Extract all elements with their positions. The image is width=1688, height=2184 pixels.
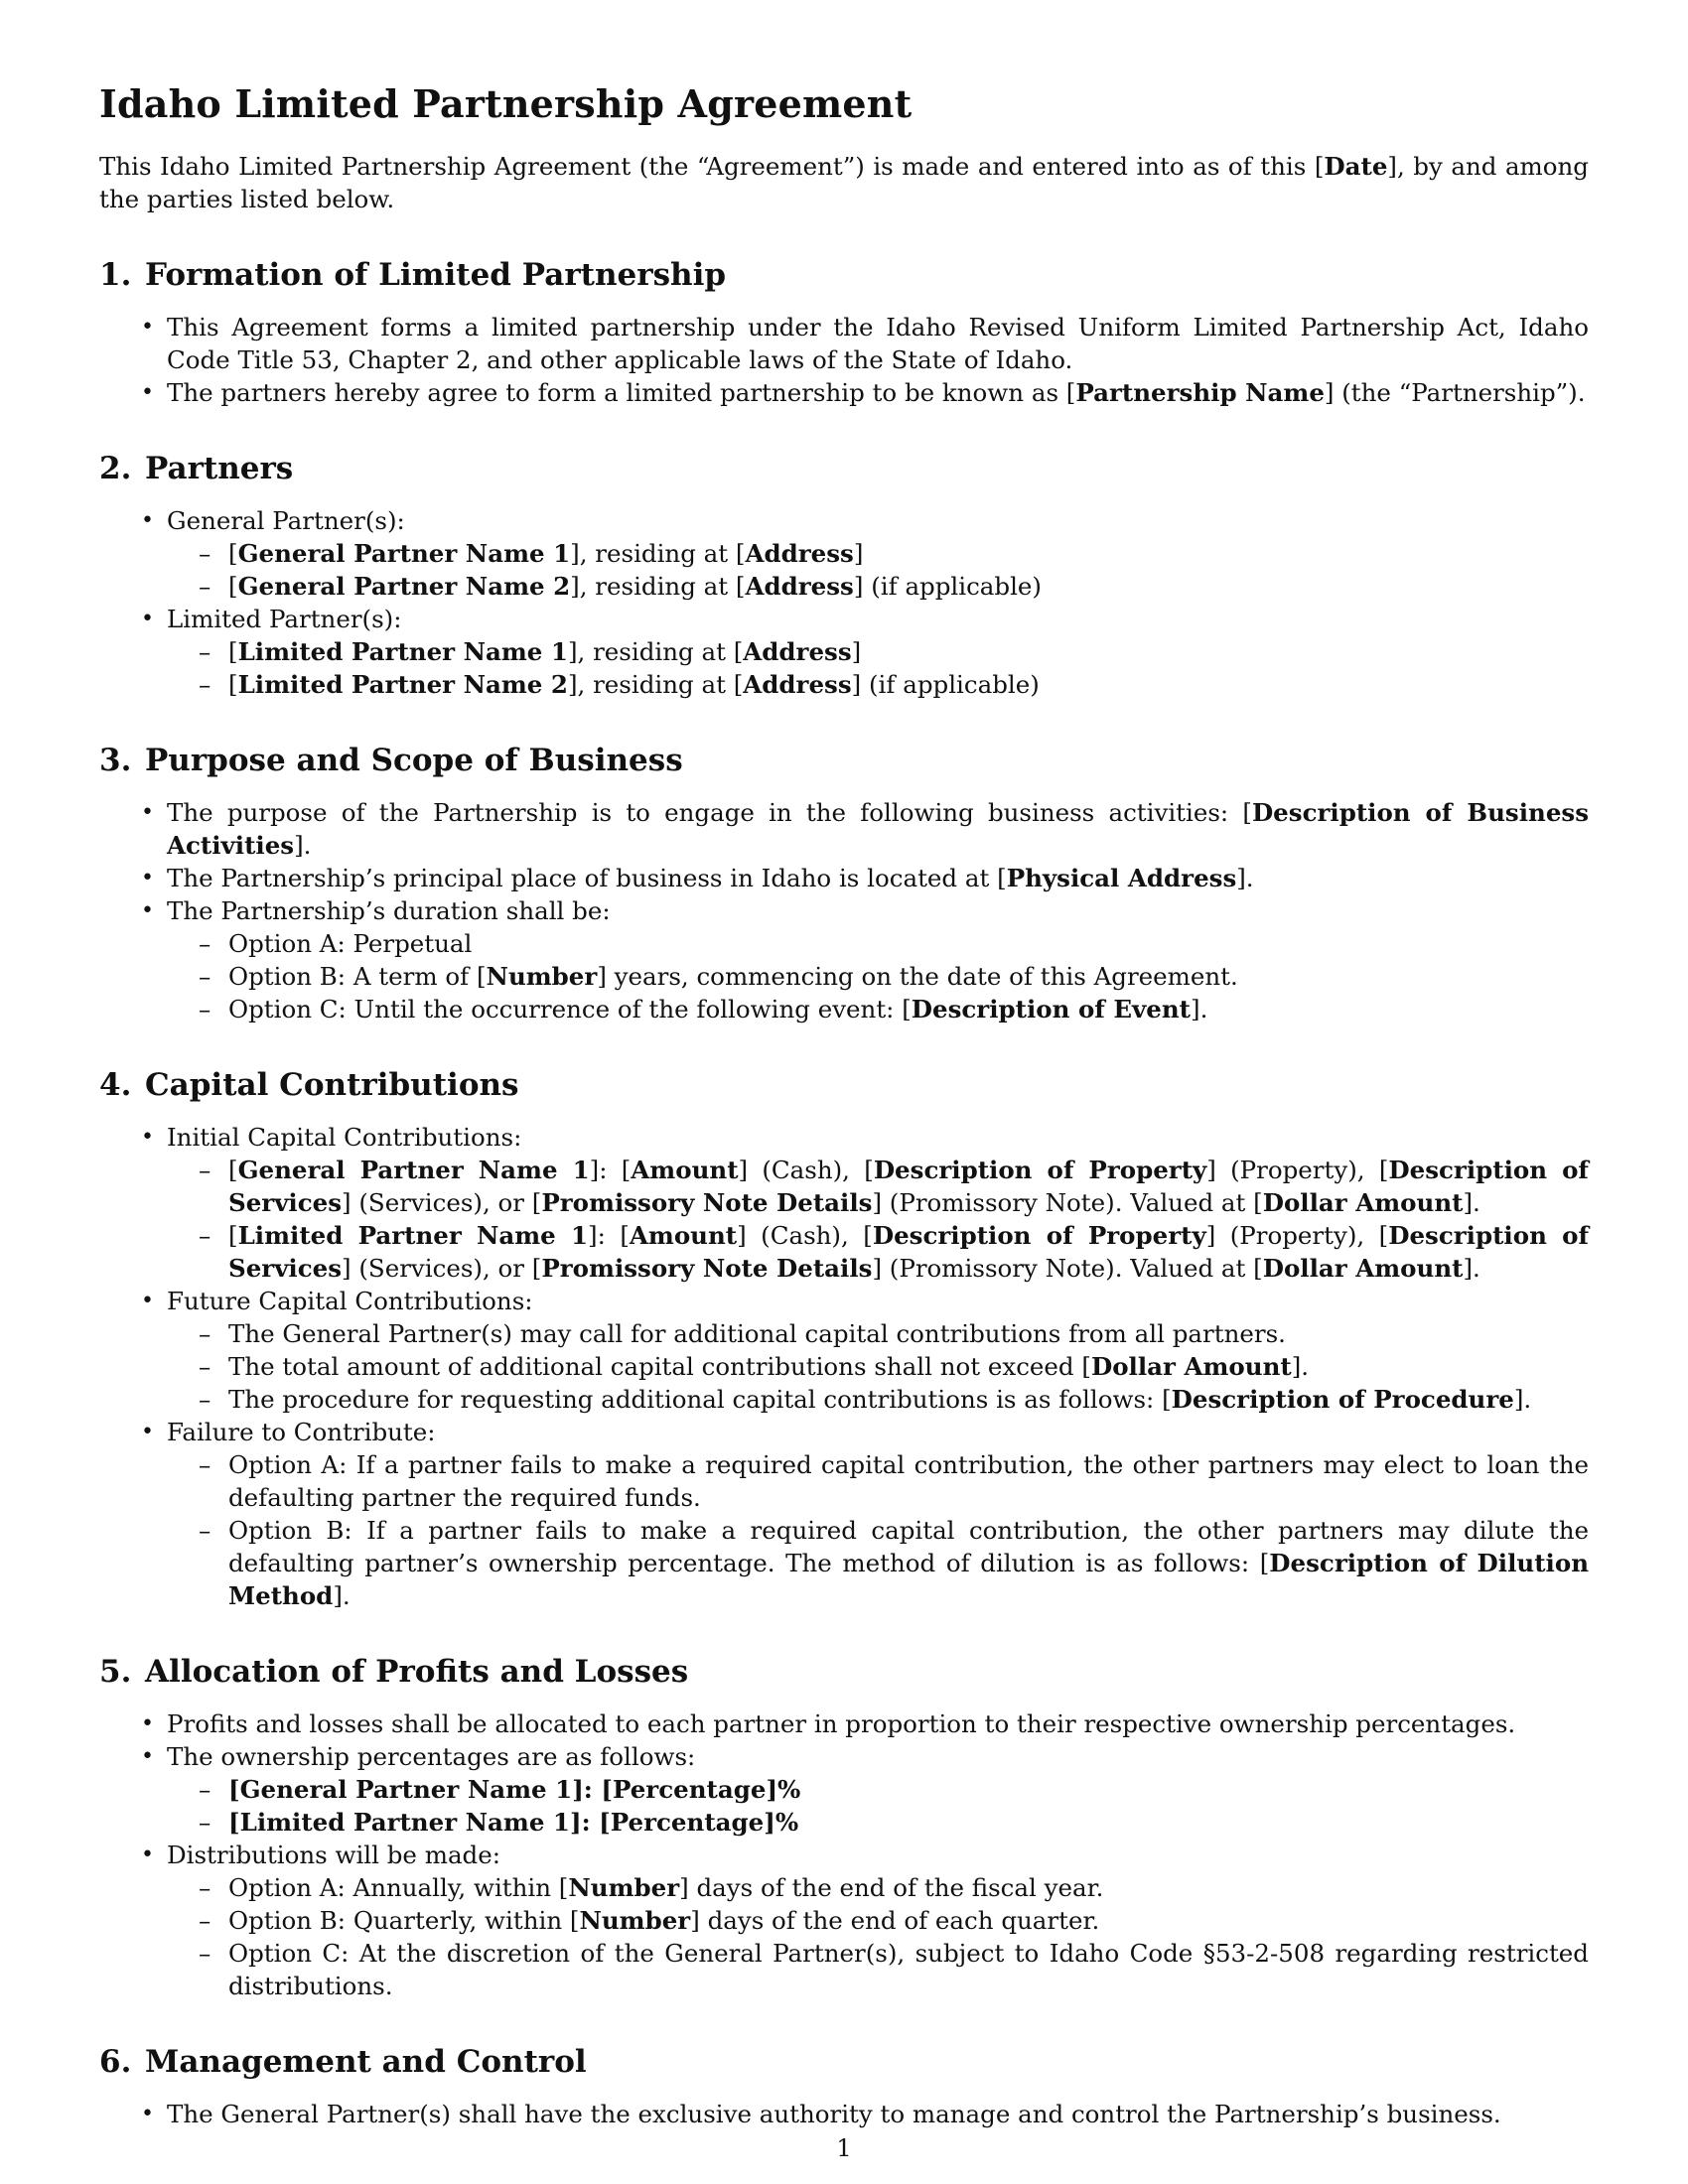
sublist-item [167,960,1589,993]
sublist-item: – The total amount of additional capital contributions shall not exceed [Dollar Amount]. [199,1352,1310,1381]
dollar-placeholder: Dollar Amount [1090,1352,1292,1381]
section-title: Partners [145,451,294,486]
section-1-list [99,311,1589,409]
list-item-text: This Agreement forms a limited partnership under the Idaho Revised Uniform Limited Partnership Act, Idaho Code Title 53, Chapter 2, and other applicable laws of the State of Idaho. [167,313,1589,374]
list-item-text: The ownership percentages are as follows: [167,1742,696,1771]
bullet-icon: • [141,800,154,825]
list-item [99,894,1589,1025]
lp1-name-placeholder: Limited Partner Name 1 [237,1221,589,1250]
sublist [167,1317,1589,1416]
list-item [99,2098,1589,2130]
property-placeholder: Description of Property [872,1221,1206,1250]
section-number: 5. [99,1654,132,1690]
bullet-icon: • [141,380,154,405]
list-item-text: Initial Capital Contributions: [167,1123,522,1152]
list-item [99,1707,1589,1740]
sublist-item: – [Limited Partner Name 1], residing at [Address] [199,637,862,666]
list-item: • The purpose of the Partnership is to engage in the following business activities: [Description of Business Activities]. [141,798,1589,860]
section-2-list [99,504,1589,701]
bullet-icon: • [141,1744,154,1769]
promissory-placeholder: Promissory Note Details [541,1254,873,1283]
sublist-item: – [Limited Partner Name 1]: [Amount] (Cash), [Description of Property] (Property), [Description of Services] (Services), or [Promissory Note Details] (Promissory Note). Valued at [Dollar Amount]. [199,1221,1589,1283]
address-placeholder: Address [743,637,852,666]
list-item-text: ] (Property), [ [1206,1156,1389,1184]
date-placeholder: Date [1324,152,1388,181]
sublist-item [167,1904,1589,1937]
gp1-name-placeholder: General Partner Name 1 [237,539,571,568]
list-item-text: Option A: Perpetual [228,929,473,958]
dash-icon: – [199,572,211,601]
list-item-text: The procedure for requesting additional capital contributions is as follows: [ [228,1385,1172,1414]
dash-icon: – [199,1352,211,1381]
promissory-placeholder: Promissory Note Details [541,1188,873,1217]
partnership-name-placeholder: Partnership Name [1075,378,1325,407]
list-item [99,1416,1589,1612]
list-item-text: ], residing at [ [567,637,744,666]
section-title: Capital Contributions [145,1067,519,1103]
section-3-heading [99,743,1589,778]
list-item-text: Profits and losses shall be allocated to each partner in proportion to their respective ownership percentages. [167,1709,1516,1738]
section-4-list [99,1121,1589,1612]
dash-icon: – [199,1873,211,1902]
percentage-placeholder: Percentage [612,1775,767,1804]
bullet-icon: • [141,1420,154,1444]
property-placeholder: Description of Property [873,1156,1207,1184]
section-5-list [99,1707,1589,2002]
bullet-icon: • [141,2102,154,2126]
section-title: Formation of Limited Partnership [145,257,727,293]
section-title: Management and Control [145,2044,587,2080]
section-number: 3. [99,743,132,778]
procedure-placeholder: Description of Procedure [1171,1385,1514,1414]
list-item [99,504,1589,603]
dash-icon: – [199,1516,211,1545]
list-item-text: ] days of the end of each quarter. [690,1906,1100,1935]
sublist [167,1773,1589,1839]
list-item-text: The Partnership’s duration shall be: [167,896,611,925]
list-item [99,1740,1589,1839]
list-item-text: ] (Property), [ [1205,1221,1389,1250]
bullet-icon: • [141,898,154,923]
list-item-text: The total amount of additional capital contributions shall not exceed [ [228,1352,1091,1381]
list-item-text: ], residing at [ [570,572,746,601]
list-item [99,376,1589,409]
physical-address-placeholder: Physical Address [1006,864,1237,892]
section-title: Purpose and Scope of Business [145,743,683,778]
intro-text: This Idaho Limited Partnership Agreement (the “Agreement”) is made and entered into as of this [ [99,152,1325,181]
gp2-name-placeholder: General Partner Name 2 [237,572,571,601]
dash-icon: – [199,1156,211,1184]
amount-placeholder: Amount [629,1221,738,1250]
dash-icon: – [199,1450,211,1479]
number-placeholder: Number [486,962,598,991]
dash-icon: – [199,1775,211,1804]
dash-icon: – [199,1385,211,1414]
lp1-name-placeholder: Limited Partner Name 1 [239,1808,570,1837]
list-item-text: ] (Cash), [ [738,1156,874,1184]
section-5-heading [99,1654,1589,1690]
list-item-text: ] (Services), or [ [342,1254,542,1283]
bullet-icon: • [141,1289,154,1313]
dash-icon: – [199,929,211,958]
sublist [167,927,1589,1025]
services-placeholder: Description of Services [228,1156,1589,1217]
dash-icon: – [199,1221,211,1250]
section-4-heading [99,1067,1589,1103]
list-item-text: Distributions will be made: [167,1841,500,1869]
sublist-item [167,1317,1589,1350]
percentage-placeholder: Percentage [610,1808,765,1837]
sublist-item: – The procedure for requesting additional capital contributions is as follows: [Description of Procedure]. [199,1385,1532,1414]
bullet-icon: • [141,866,154,890]
list-item-text: Option A: If a partner fails to make a required capital contribution, the other partners may elect to loan the defaulting partner the required funds. [228,1450,1589,1512]
sublist-item: – [General Partner Name 2], residing at [Address] (if applicable) [199,572,1042,601]
dash-icon: – [199,637,211,666]
section-6-heading [99,2044,1589,2080]
dash-icon: – [199,670,211,699]
amount-placeholder: Amount [631,1156,739,1184]
dash-icon: – [199,1808,211,1837]
list-item-text: ] (Promissory Note). Valued at [ [872,1188,1263,1217]
list-item-text: ] (Services), or [ [342,1188,542,1217]
list-item-text: Option B: Quarterly, within [ [228,1906,580,1935]
dash-icon: – [199,539,211,568]
list-item-text: ], residing at [ [570,539,746,568]
list-item-text: ] (the “Partnership”). [1324,378,1586,407]
document-page [99,81,1589,2172]
dollar-placeholder: Dollar Amount [1262,1188,1464,1217]
bullet-icon: • [141,1843,154,1867]
event-placeholder: Description of Event [911,995,1192,1024]
document-title: Idaho Limited Partnership Agreement [99,81,913,126]
list-item-text: The partners hereby agree to form a limited partnership to be known as [ [167,378,1076,407]
section-number: 4. [99,1067,132,1103]
section-number: 1. [99,257,132,293]
sublist-item [167,1937,1589,2002]
list-item-text: Option A: Annually, within [ [228,1873,569,1902]
bullet-icon: • [141,1125,154,1150]
sublist-item: – Option C: Until the occurrence of the following event: [Description of Event]. [199,995,1208,1024]
gp1-name-placeholder: General Partner Name 1 [237,1156,590,1184]
dash-icon: – [199,962,211,991]
bullet-icon: • [141,508,154,533]
dash-icon: – [199,1939,211,1968]
dash-icon: – [199,1906,211,1935]
dilution-method-placeholder: Description of Dilution Method [228,1549,1590,1610]
intro-text-end: ], by and among the parties listed below. [99,152,1589,213]
number-placeholder: Number [579,1906,691,1935]
lp2-name-placeholder: Limited Partner Name 2 [237,670,568,699]
address-placeholder: Address [743,670,852,699]
sublist-item: – [Limited Partner Name 2], residing at [Address] (if applicable) [199,670,1040,699]
list-item-text: Future Capital Contributions: [167,1287,533,1315]
sublist-item: – [General Partner Name 1], residing at [Address] [199,539,864,568]
bullet-icon: • [141,607,154,631]
list-item-text: ] years, commencing on the date of this Agreement. [597,962,1238,991]
dash-icon: – [199,1319,211,1348]
list-item [99,1839,1589,2002]
list-item-text: Option B: If a partner fails to make a required capital contribution, the other partners may dilute the defaulting partner’s ownership percentage. The method of dilution is as follows: [ [228,1516,1589,1577]
sublist [167,1154,1589,1285]
section-1-heading [99,257,1589,293]
sublist [167,1448,1589,1612]
dash-icon: – [199,995,211,1024]
list-item-text: ] days of the end of the fiscal year. [679,1873,1104,1902]
list-item-text: Option C: Until the occurrence of the following event: [ [228,995,912,1024]
section-title: Allocation of Profits and Losses [145,1654,689,1690]
bullet-icon: • [141,315,154,340]
list-item-text: ] (if applicable) [851,670,1040,699]
list-item [99,1285,1589,1416]
list-item-text: Limited Partner(s): [167,605,402,633]
list-item-text: Failure to Contribute: [167,1418,436,1446]
business-activities-placeholder: Description of Business Activities [167,798,1589,860]
list-item-text: General Partner(s): [167,506,405,535]
section-3-list [99,796,1589,1025]
list-item-text: The General Partner(s) shall have the exclusive authority to manage and control the Partnership’s business. [167,2100,1501,2128]
sublist-item [167,927,1589,960]
sublist-item: – [General Partner Name 1]: [Amount] (Cash), [Description of Property] (Property), [Description of Services] (Services), or [Promissory Note Details] (Promissory Note). Valued at [Dollar Amount]. [199,1156,1589,1217]
list-item [99,1121,1589,1285]
list-item-text: The Partnership’s principal place of business in Idaho is located at [ [167,864,1007,892]
dollar-placeholder: Dollar Amount [1262,1254,1464,1283]
intro-paragraph [99,150,1589,215]
sublist-item [167,1871,1589,1904]
section-number: 6. [99,2044,132,2080]
section-2-heading [99,451,1589,486]
sublist [167,635,1589,701]
sublist-item: – Option B: If a partner fails to make a required capital contribution, the other partners may dilute the defaulting partner’s ownership percentage. The method of dilution is as follows: [Description of Dilution Method]. [199,1516,1590,1610]
list-item-text: ], residing at [ [567,670,744,699]
list-item [99,311,1589,376]
sublist [167,537,1589,603]
services-placeholder: Description of Services [228,1221,1589,1283]
list-item-text: The purpose of the Partnership is to engage in the following business activities: [ [167,798,1252,827]
sublist-item [167,1448,1589,1514]
list-item: • The Partnership’s principal place of business in Idaho is located at [Physical Address]. [141,864,1254,892]
bullet-icon: • [141,1711,154,1736]
sublist-item: – [General Partner Name 1]: [Percentage]% [199,1775,801,1804]
address-placeholder: Address [745,572,854,601]
list-item-text: The General Partner(s) may call for additional capital contributions from all partners. [228,1319,1286,1348]
section-number: 2. [99,451,132,486]
sublist [167,1871,1589,2002]
list-item-text: ] (Promissory Note). Valued at [ [872,1254,1263,1283]
page-number: 1 [836,2134,852,2162]
sublist-item: – [Limited Partner Name 1]: [Percentage]% [199,1808,799,1837]
gp1-name-placeholder: General Partner Name 1 [239,1775,573,1804]
list-item-text: Option C: At the discretion of the General Partner(s), subject to Idaho Code §53-2-508 regarding restricted distributions. [228,1939,1589,2000]
address-placeholder: Address [745,539,854,568]
list-item-text: ] (Cash), [ [737,1221,873,1250]
list-item [99,603,1589,701]
section-6-list [99,2098,1589,2130]
lp1-name-placeholder: Limited Partner Name 1 [237,637,568,666]
list-item-text: Option B: A term of [ [228,962,487,991]
list-item-text: ] (if applicable) [853,572,1042,601]
number-placeholder: Number [568,1873,680,1902]
